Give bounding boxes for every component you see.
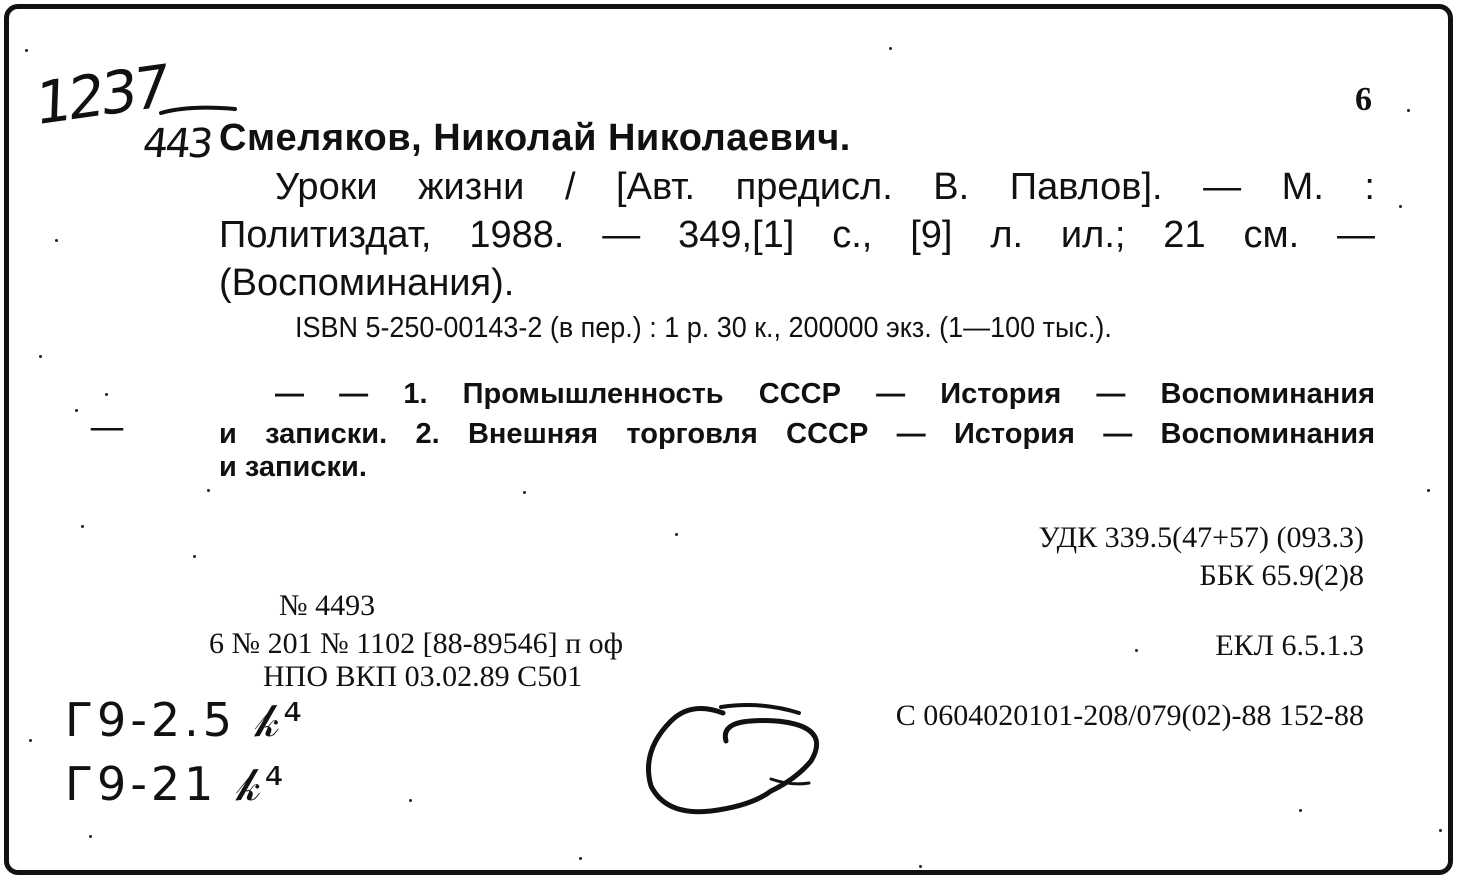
bbk-code: ББК 65.9(2)8 <box>1199 559 1364 592</box>
card-index-number: 6 <box>1355 81 1372 118</box>
handwritten-note-2: Г9-21 𝓀⁴ <box>65 757 288 811</box>
speck <box>89 835 92 838</box>
control-number: С 0604020101-208/079(02)-88 152-88 <box>895 699 1364 732</box>
speck <box>1299 809 1302 812</box>
speck <box>207 489 210 492</box>
speck <box>409 799 412 802</box>
speck <box>1439 829 1442 832</box>
handwritten-call-number-stroke <box>159 99 239 119</box>
card-number: № 4493 <box>279 589 376 622</box>
speck <box>675 533 678 536</box>
speck <box>889 47 892 50</box>
speck <box>105 393 108 396</box>
isbn-line: ISBN 5-250-00143-2 (в пер.) : 1 р. 30 к., 200000 экз. (1—100 тыс.). <box>295 312 1112 344</box>
speck <box>523 491 526 494</box>
speck <box>1427 489 1430 492</box>
handwritten-margin-dash: — <box>89 407 125 448</box>
handwritten-call-number-bottom: 443 <box>140 121 213 167</box>
ekl-code: ЕКЛ 6.5.1.3 <box>1215 629 1364 662</box>
title-line-1: Уроки жизни / [Авт. предисл. В. Павлов]. — М. : <box>275 166 1375 208</box>
speck <box>25 49 28 52</box>
speck <box>193 555 196 558</box>
catalog-card <box>4 4 1453 875</box>
handwritten-call-number-top: 1237 <box>34 51 168 139</box>
speck <box>1407 109 1410 112</box>
udk-code: УДК 339.5(47+57) (093.3) <box>1038 521 1364 554</box>
subjects-line-1: — — 1. Промышленность СССР — История — Воспоминания <box>275 378 1375 410</box>
subjects-line-2: и записки. 2. Внешняя торговля СССР — История — Воспоминания <box>219 418 1375 450</box>
speck <box>919 865 922 868</box>
title-line-2: Политиздат, 1988. — 349,[1] с., [9] л. ил.; 21 см. — <box>219 214 1375 256</box>
print-line-2: НПО ВКП 03.02.89 С501 <box>263 660 583 693</box>
author-heading: Смеляков, Николай Николаевич. <box>219 117 851 159</box>
speck <box>39 355 42 358</box>
speck <box>81 525 84 528</box>
print-line-1: 6 № 201 № 1102 [88-89546] п оф <box>209 627 624 660</box>
speck <box>579 857 582 860</box>
speck <box>29 739 32 742</box>
speck <box>55 239 58 242</box>
handwritten-loop-scribble <box>631 691 831 821</box>
speck <box>1135 649 1138 652</box>
title-line-3: (Воспоминания). <box>219 262 515 304</box>
subjects-line-3: и записки. <box>219 451 367 483</box>
handwritten-note-1: Г9-2.5 𝓀⁴ <box>65 693 306 747</box>
speck <box>1399 205 1402 208</box>
speck <box>75 409 78 412</box>
